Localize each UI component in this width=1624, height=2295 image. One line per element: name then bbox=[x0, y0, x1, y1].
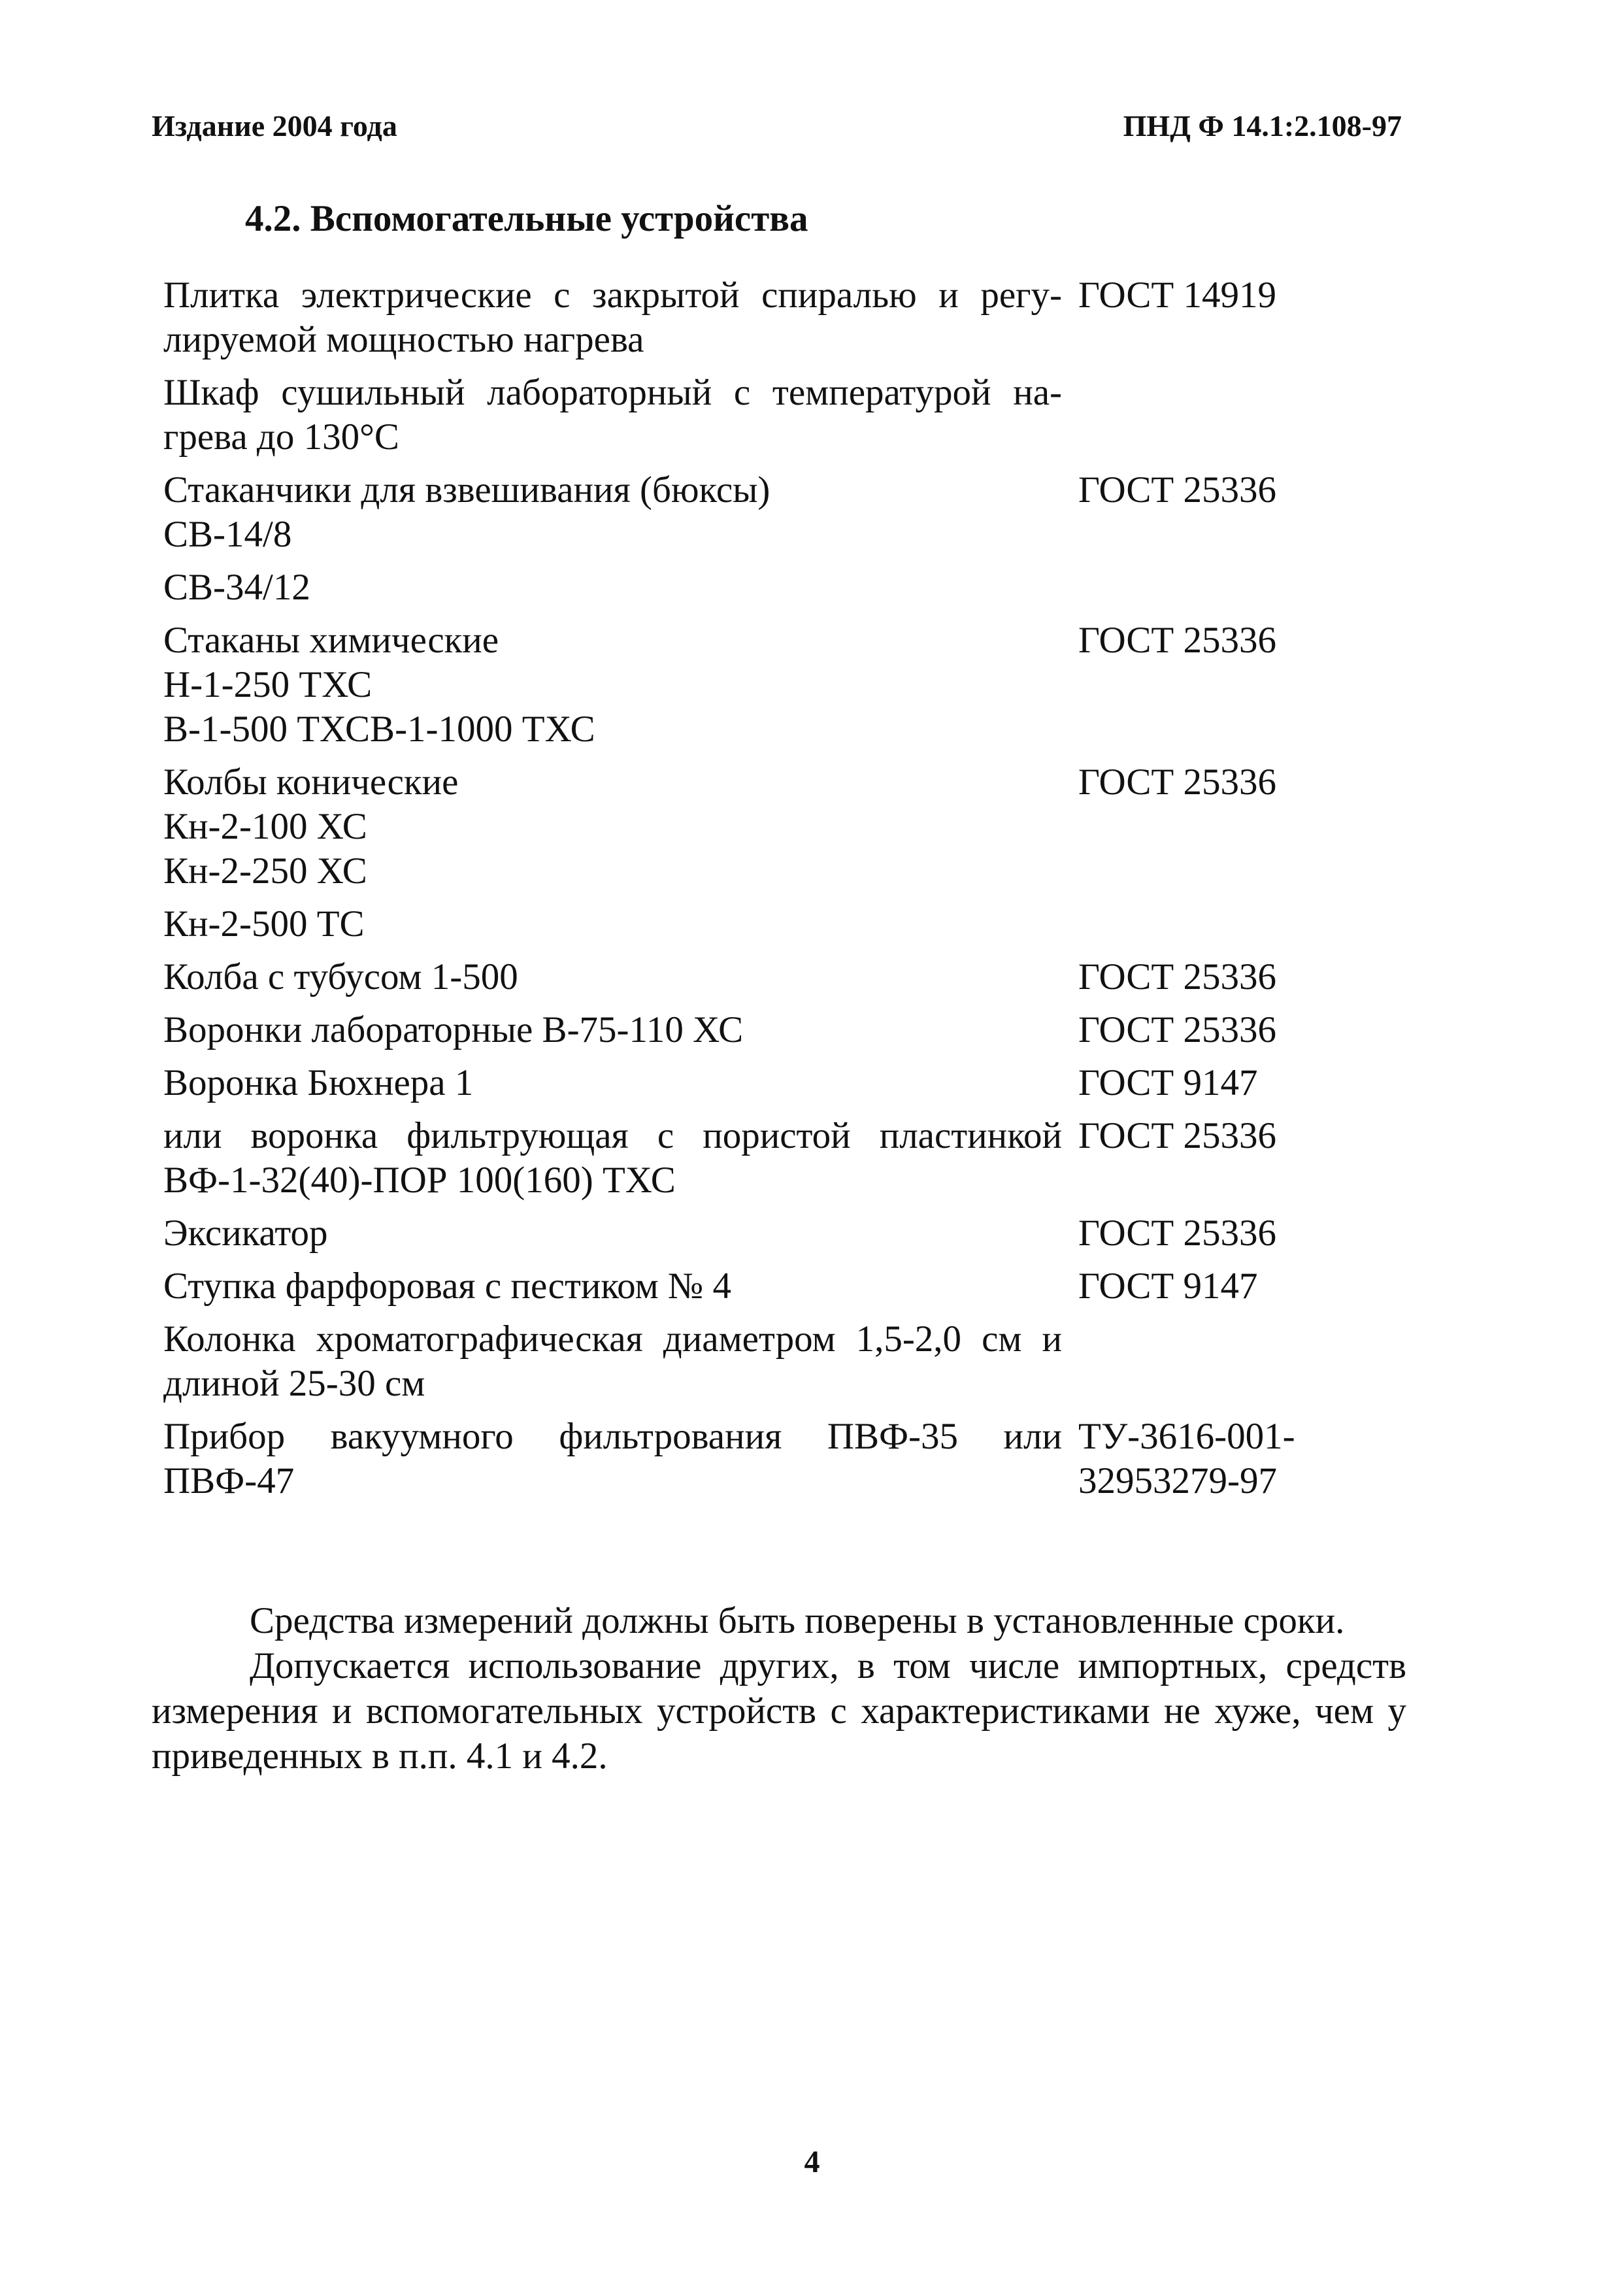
equipment-row-vacuum-filtration bbox=[163, 1415, 1333, 1503]
verification-note: Средства измерений должны быть поверены в установленные сроки. bbox=[250, 1600, 1345, 1641]
edition-header: Издание 2004 года bbox=[152, 109, 397, 142]
equipment-name bbox=[163, 902, 1062, 946]
page-number: 4 bbox=[804, 2145, 820, 2179]
equipment-name bbox=[163, 760, 1062, 894]
equipment-standard: ГОСТ 25336 bbox=[1078, 1009, 1276, 1050]
equipment-standard: ТУ-3616-001- 32953279-97 bbox=[1078, 1416, 1295, 1501]
equipment-name-line: В-1-500 ТХСВ-1-1000 ТХС bbox=[163, 709, 595, 750]
equipment-name-line: Эксикатор bbox=[163, 1213, 328, 1254]
equipment-row-buchner-funnel bbox=[163, 1061, 1333, 1105]
equipment-name bbox=[163, 618, 1062, 752]
equipment-name bbox=[163, 1008, 1062, 1052]
equipment-name-line: Колбы конические bbox=[163, 762, 459, 803]
equipment-name-line: ВФ-1-32(40)-ПОР 100(160) ТХС bbox=[163, 1160, 676, 1201]
equipment-name-line: длиной 25-30 см bbox=[163, 1363, 425, 1404]
equipment-standard: ГОСТ 14919 bbox=[1078, 275, 1276, 316]
equipment-row-beakers bbox=[163, 618, 1333, 752]
equipment-name-line: Плитка электрические с закрытой спиралью и регу- bbox=[163, 275, 1062, 316]
equipment-name-line: лируемой мощностью нагрева bbox=[163, 319, 644, 360]
equipment-list bbox=[163, 273, 1333, 1512]
equipment-row-weighing-bottles bbox=[163, 468, 1333, 557]
equipment-name-line: СВ-14/8 bbox=[163, 514, 292, 555]
equipment-row-hotplate bbox=[163, 273, 1333, 362]
equipment-name-line: Н-1-250 ТХС bbox=[163, 664, 373, 705]
equipment-row-lab-funnels bbox=[163, 1008, 1333, 1052]
equipment-name-line: ПВФ-47 bbox=[163, 1460, 295, 1501]
equipment-row-drying-cabinet bbox=[163, 371, 1333, 460]
equipment-row-conical-flasks bbox=[163, 760, 1333, 894]
equipment-name-line: Стаканчики для взвешивания (бюксы) bbox=[163, 469, 771, 511]
equipment-standard: ГОСТ 25336 bbox=[1078, 469, 1276, 511]
equipment-name-line: Прибор вакуумного фильтрования ПВФ-35 или bbox=[163, 1416, 1062, 1457]
equipment-row-filter-funnel bbox=[163, 1114, 1333, 1203]
equipment-standard: ГОСТ 25336 bbox=[1078, 1115, 1276, 1156]
equipment-name bbox=[163, 1211, 1062, 1256]
equipment-row-desiccator bbox=[163, 1211, 1333, 1256]
document-code-header: ПНД Ф 14.1:2.108-97 bbox=[1123, 109, 1402, 142]
equipment-standard: ГОСТ 9147 bbox=[1078, 1062, 1258, 1103]
equipment-row-chromatography-column bbox=[163, 1317, 1333, 1406]
equipment-name-line: Кн-2-100 ХС bbox=[163, 806, 367, 847]
equipment-name bbox=[163, 468, 1062, 557]
alternatives-note: Допускается использование других, в том числе импортных, средств измерения и вспомогательных устройств с характеристиками не хуже, чем у приведенных в п.п. 4.1 и 4.2. bbox=[152, 1645, 1406, 1777]
equipment-name bbox=[163, 273, 1062, 362]
equipment-name-line: Шкаф сушильный лабораторный с температурой на- bbox=[163, 372, 1062, 413]
equipment-row-weighing-bottle-sv34 bbox=[163, 565, 1333, 610]
equipment-standard: ГОСТ 25336 bbox=[1078, 762, 1276, 803]
equipment-name bbox=[163, 1264, 1062, 1309]
equipment-standard: ГОСТ 25336 bbox=[1078, 956, 1276, 997]
equipment-name bbox=[163, 565, 1062, 610]
equipment-row-conical-flask-500 bbox=[163, 902, 1333, 946]
equipment-name-line: Стаканы химические bbox=[163, 620, 499, 661]
equipment-name-line: Кн-2-500 ТС bbox=[163, 903, 365, 945]
equipment-row-mortar bbox=[163, 1264, 1333, 1309]
equipment-name bbox=[163, 1317, 1062, 1406]
equipment-name-line: СВ-34/12 bbox=[163, 567, 310, 608]
equipment-name-line: Кн-2-250 ХС bbox=[163, 850, 367, 892]
equipment-name bbox=[163, 1061, 1062, 1105]
equipment-name-line: Воронка Бюхнера 1 bbox=[163, 1062, 474, 1103]
notes-section bbox=[152, 1598, 1406, 1779]
equipment-name-line: Ступка фарфоровая с пестиком № 4 bbox=[163, 1265, 732, 1307]
equipment-name bbox=[163, 955, 1062, 999]
equipment-standard: ГОСТ 25336 bbox=[1078, 1213, 1276, 1254]
equipment-row-tubulated-flask bbox=[163, 955, 1333, 999]
equipment-name-line: или воронка фильтрующая с пористой пластинкой bbox=[163, 1115, 1062, 1156]
equipment-name-line: Колба с тубусом 1-500 bbox=[163, 956, 518, 997]
equipment-name-line: грева до 130°С bbox=[163, 416, 399, 458]
equipment-standard: ГОСТ 9147 bbox=[1078, 1265, 1258, 1307]
equipment-name bbox=[163, 1415, 1062, 1503]
equipment-name-line: Воронки лабораторные В-75-110 ХС bbox=[163, 1009, 744, 1050]
equipment-name-line: Колонка хроматографическая диаметром 1,5-2,0 см и bbox=[163, 1318, 1062, 1360]
equipment-standard: ГОСТ 25336 bbox=[1078, 620, 1276, 661]
equipment-name bbox=[163, 371, 1062, 460]
equipment-name bbox=[163, 1114, 1062, 1203]
section-title: 4.2. Вспомогательные устройства bbox=[245, 198, 808, 239]
